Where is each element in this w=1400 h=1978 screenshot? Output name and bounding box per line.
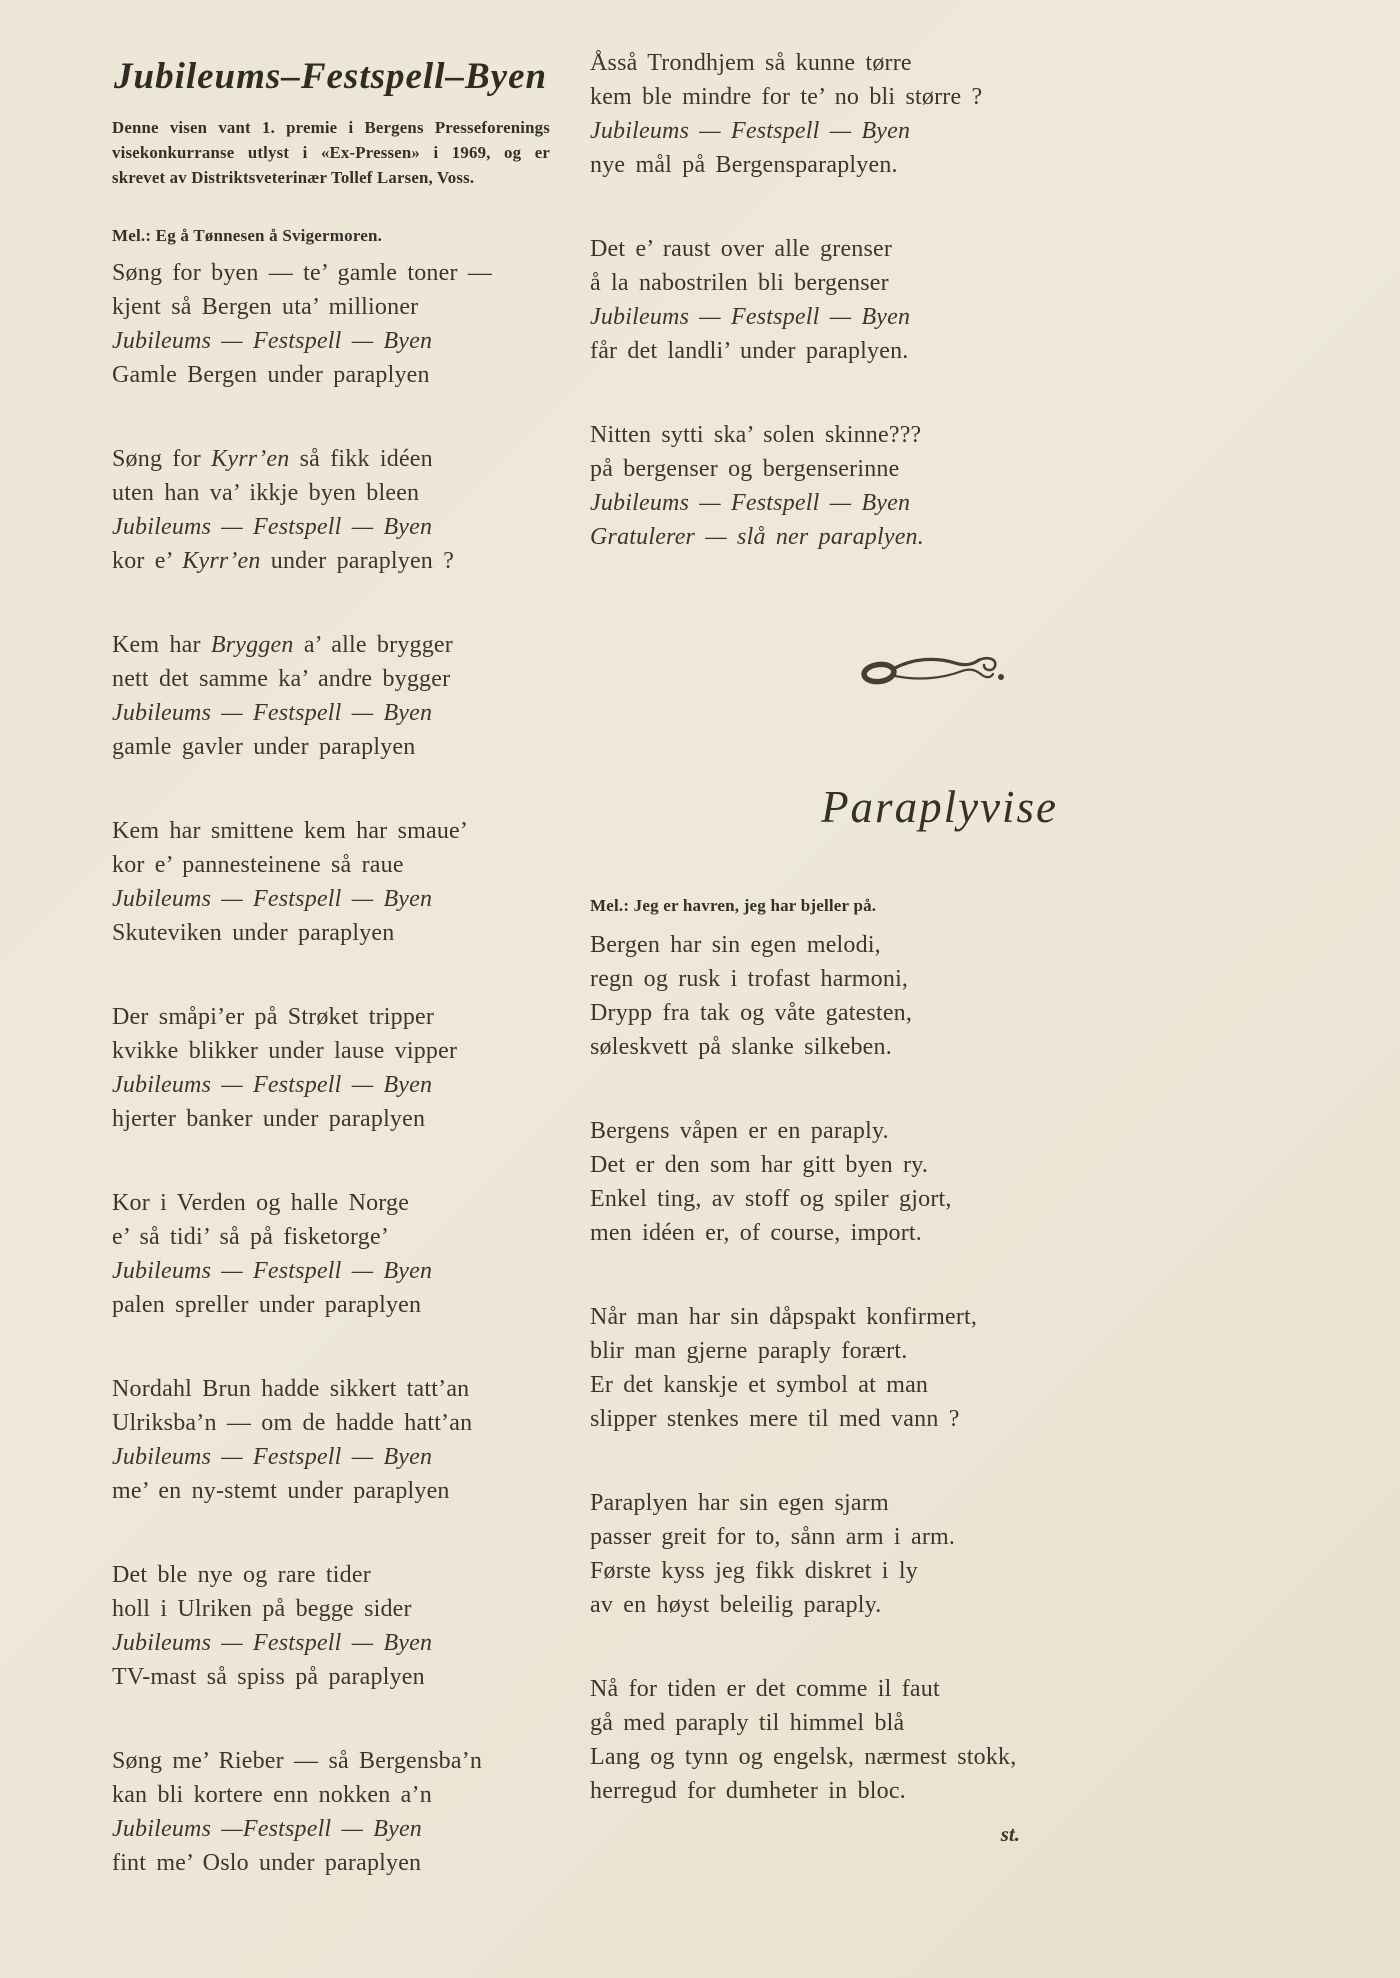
poem1-verses-left	[112, 256, 567, 1880]
text-segment: gamle gavler under paraplyen	[112, 734, 416, 760]
italic-text: Jubileums — Festspell — Byen	[112, 1630, 433, 1656]
text-segment: kor e’ pannesteinene så raue	[112, 852, 404, 878]
text-segment: Nordahl Brun hadde sikkert tatt’an	[112, 1376, 470, 1402]
text-segment: kor e’	[112, 548, 183, 574]
verse	[112, 442, 567, 578]
text-segment: kem ble mindre for te’ no bli større ?	[590, 84, 983, 110]
verse-line	[112, 1254, 567, 1288]
text-segment: Lang og tynn og engelsk, nærmest stokk,	[590, 1744, 1017, 1770]
verse-line	[590, 114, 1060, 148]
text-segment: Kem har	[112, 632, 211, 658]
verse	[590, 232, 1060, 368]
verse	[112, 1372, 567, 1508]
poem2-melody-line: Mel.: Jeg er havren, jeg har bjeller på.	[590, 896, 877, 915]
right-column	[590, 46, 1060, 1847]
text-segment: palen spreller under paraplyen	[112, 1292, 422, 1318]
verse-line	[112, 916, 567, 950]
verse-line	[590, 1030, 1060, 1064]
verse-line	[590, 1588, 1060, 1622]
verse-line	[112, 1220, 567, 1254]
italic-text: Kyrr’en	[211, 446, 290, 472]
flourish-ornament-icon	[858, 650, 1008, 690]
verse-line	[590, 418, 1060, 452]
poem1-verses-right	[590, 46, 1060, 554]
text-segment: e’ så tidi’ så på fisketorge’	[112, 1224, 390, 1250]
italic-text: Jubileums — Festspell — Byen	[112, 514, 433, 540]
verse-line	[112, 290, 567, 324]
verse-line	[590, 1554, 1060, 1588]
verse	[112, 628, 567, 764]
text-segment: Bergen har sin egen melodi,	[590, 932, 881, 958]
verse-line	[590, 486, 1060, 520]
text-segment: regn og rusk i trofast harmoni,	[590, 966, 909, 992]
text-segment: Der småpi’er på Strøket tripper	[112, 1004, 435, 1030]
verse-line	[590, 1486, 1060, 1520]
verse	[112, 1744, 567, 1880]
verse	[112, 814, 567, 950]
intro-line: skrevet av Distriktsveterinær Tollef Larsen, Voss.	[112, 168, 475, 187]
verse-line	[590, 1182, 1060, 1216]
verse	[590, 928, 1060, 1064]
text-segment: Paraplyen har sin egen sjarm	[590, 1490, 889, 1516]
verse-line	[112, 510, 567, 544]
verse-line	[590, 1774, 1060, 1808]
text-segment: Det er den som har gitt byen ry.	[590, 1152, 929, 1178]
verse-line	[590, 996, 1060, 1030]
text-segment: Skuteviken under paraplyen	[112, 920, 395, 946]
text-segment: får det landli’ under paraplyen.	[590, 338, 909, 364]
verse-line	[112, 1660, 567, 1694]
verse-line	[112, 1812, 567, 1846]
left-column	[112, 55, 567, 1880]
intro-line: visekonkurranse utlyst i «Ex-Pressen» i 1969, og er	[112, 143, 550, 162]
text-segment: under paraplyen ?	[260, 548, 455, 574]
verse-line	[590, 80, 1060, 114]
text-segment: Kor i Verden og halle Norge	[112, 1190, 410, 1216]
verse	[112, 256, 567, 392]
verse-line	[112, 1372, 567, 1406]
verse-line	[112, 814, 567, 848]
italic-text: Jubileums — Festspell — Byen	[590, 118, 911, 144]
text-segment: a’ alle brygger	[293, 632, 453, 658]
italic-text: Jubileums — Festspell — Byen	[112, 1258, 433, 1284]
text-segment: Søng for	[112, 446, 212, 472]
text-segment: Gamle Bergen under paraplyen	[112, 362, 430, 388]
text-segment: Nitten sytti ska’ solen skinne???	[590, 422, 922, 448]
author-signature: st.	[1000, 1822, 1020, 1846]
text-segment: kjent så Bergen uta’ millioner	[112, 294, 419, 320]
verse-line	[112, 1558, 567, 1592]
verse-line	[590, 148, 1060, 182]
italic-text: Jubileums —Festspell — Byen	[112, 1816, 423, 1842]
verse-line	[112, 1288, 567, 1322]
verse-line	[590, 928, 1060, 962]
text-segment: gå med paraply til himmel blå	[590, 1710, 905, 1736]
verse	[590, 1114, 1060, 1250]
text-segment: søleskvett på slanke silkeben.	[590, 1034, 892, 1060]
verse-line	[112, 324, 567, 358]
poem1-melody-line: Mel.: Eg å Tønnesen å Svigermoren.	[112, 226, 383, 245]
italic-text: Jubileums — Festspell — Byen	[112, 1072, 433, 1098]
italic-text: Jubileums — Festspell — Byen	[590, 304, 911, 330]
verse-line	[112, 1626, 567, 1660]
verse-line	[112, 662, 567, 696]
verse-line	[590, 1368, 1060, 1402]
verse-line	[112, 696, 567, 730]
text-segment: Drypp fra tak og våte gatesten,	[590, 1000, 913, 1026]
text-segment: nye mål på Bergensparaplyen.	[590, 152, 898, 178]
verse-line	[590, 1148, 1060, 1182]
verse-line	[590, 1402, 1060, 1436]
italic-text: Bryggen	[210, 632, 294, 658]
text-segment: blir man gjerne paraply forært.	[590, 1338, 908, 1364]
text-segment: nett det samme ka’ andre bygger	[112, 666, 451, 692]
text-segment: uten han va’ ikkje byen bleen	[112, 480, 420, 506]
text-segment: Første kyss jeg fikk diskret i ly	[590, 1558, 918, 1584]
verse	[590, 1672, 1060, 1808]
verse-line	[590, 232, 1060, 266]
verse-line	[112, 442, 567, 476]
text-segment: på bergenser og bergenserinne	[590, 456, 900, 482]
verse-line	[590, 1216, 1060, 1250]
verse-line	[112, 848, 567, 882]
verse-line	[112, 730, 567, 764]
verse-line	[112, 1068, 567, 1102]
verse-line	[590, 300, 1060, 334]
poem2-title: Paraplyvise	[821, 782, 1058, 832]
verse-line	[590, 1300, 1060, 1334]
verse-line	[590, 1334, 1060, 1368]
text-segment: Kem har smittene kem har smaue’	[112, 818, 469, 844]
italic-text: Jubileums — Festspell — Byen	[112, 700, 433, 726]
verse-line	[112, 882, 567, 916]
verse-line	[590, 1114, 1060, 1148]
verse-line	[112, 1034, 567, 1068]
text-segment: Søng for byen — te’ gamle toner —	[112, 260, 493, 286]
text-segment: passer greit for to, sånn arm i arm.	[590, 1524, 956, 1550]
poem2-verses	[590, 928, 1060, 1808]
text-segment: kan bli kortere enn nokken a’n	[112, 1782, 432, 1808]
text-segment: så fikk idéen	[289, 446, 433, 472]
italic-text: Gratulerer — slå ner paraplyen.	[590, 524, 924, 550]
verse-line	[112, 1778, 567, 1812]
text-segment: holl i Ulriken på begge sider	[112, 1596, 412, 1622]
verse	[590, 46, 1060, 182]
text-segment: herregud for dumheter in bloc.	[590, 1778, 906, 1804]
verse-line	[112, 1474, 567, 1508]
verse-line	[590, 1740, 1060, 1774]
verse	[590, 1300, 1060, 1436]
italic-text: Jubileums — Festspell — Byen	[112, 328, 433, 354]
verse-line	[112, 476, 567, 510]
verse	[590, 1486, 1060, 1622]
text-segment: hjerter banker under paraplyen	[112, 1106, 426, 1132]
verse-line	[112, 1186, 567, 1220]
verse-line	[112, 1000, 567, 1034]
text-segment: av en høyst beleilig paraply.	[590, 1592, 882, 1618]
text-segment: me’ en ny-stemt under paraplyen	[112, 1478, 450, 1504]
text-segment: kvikke blikker under lause vipper	[112, 1038, 458, 1064]
text-segment: Nå for tiden er det comme il faut	[590, 1676, 940, 1702]
verse-line	[590, 520, 1060, 554]
verse-line	[590, 46, 1060, 80]
poem1-intro	[112, 115, 550, 190]
verse-line	[112, 1440, 567, 1474]
text-segment: slipper stenkes mere til med vann ?	[590, 1406, 960, 1432]
verse	[112, 1186, 567, 1322]
text-segment: Når man har sin dåpspakt konfirmert,	[590, 1304, 978, 1330]
verse-line	[112, 1406, 567, 1440]
verse-line	[590, 1520, 1060, 1554]
verse-line	[112, 1102, 567, 1136]
verse-line	[590, 962, 1060, 996]
verse-line	[590, 1706, 1060, 1740]
italic-text: Kyrr’en	[182, 548, 261, 574]
verse-line	[112, 358, 567, 392]
verse	[590, 418, 1060, 554]
italic-text: Jubileums — Festspell — Byen	[112, 1444, 433, 1470]
verse-line	[112, 628, 567, 662]
text-segment: Det ble nye og rare tider	[112, 1562, 371, 1588]
text-segment: Det e’ raust over alle grenser	[590, 236, 893, 262]
text-segment: Er det kanskje et symbol at man	[590, 1372, 929, 1398]
verse-line	[112, 1846, 567, 1880]
verse-line	[112, 1592, 567, 1626]
verse-line	[112, 544, 567, 578]
verse	[112, 1558, 567, 1694]
verse	[112, 1000, 567, 1136]
italic-text: Jubileums — Festspell — Byen	[590, 490, 911, 516]
text-segment: Åsså Trondhjem så kunne tørre	[590, 50, 912, 76]
verse-line	[590, 1672, 1060, 1706]
verse-line	[112, 256, 567, 290]
text-segment: Bergens våpen er en paraply.	[590, 1118, 889, 1144]
italic-text: Jubileums — Festspell — Byen	[112, 886, 433, 912]
verse-line	[590, 452, 1060, 486]
text-segment: Enkel ting, av stoff og spiler gjort,	[590, 1186, 952, 1212]
verse-line	[590, 334, 1060, 368]
intro-line: Denne visen vant 1. premie i Bergens Presseforenings	[112, 118, 550, 137]
text-segment: å la nabostrilen bli bergenser	[590, 270, 889, 296]
verse-line	[112, 1744, 567, 1778]
poem1-title: Jubileums–Festspell–Byen	[114, 56, 548, 97]
text-segment: Ulriksba’n — om de hadde hatt’an	[112, 1410, 473, 1436]
text-segment: fint me’ Oslo under paraplyen	[112, 1850, 422, 1876]
text-segment: men idéen er, of course, import.	[590, 1220, 923, 1246]
verse-line	[590, 266, 1060, 300]
text-segment: TV-mast så spiss på paraplyen	[112, 1664, 425, 1690]
text-segment: Søng me’ Rieber — så Bergensba’n	[112, 1748, 483, 1774]
